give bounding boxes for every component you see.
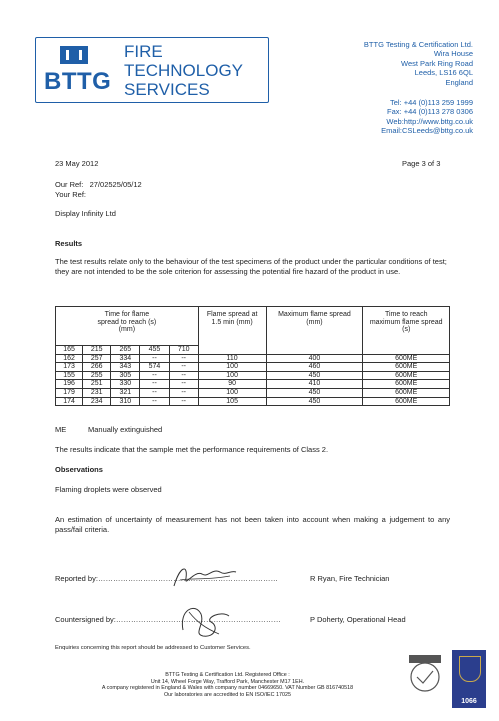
- col-time-header: Time for flame spread to reach (s) (mm): [56, 307, 199, 346]
- table-cell: 600ME: [363, 397, 450, 406]
- table-cell: 321: [111, 388, 140, 397]
- address-line: England: [445, 77, 473, 87]
- contact-email[interactable]: Email:CSLeeds@bttg.co.uk: [381, 126, 473, 136]
- table-cell: 305: [111, 371, 140, 380]
- table-cell: 100: [198, 388, 266, 397]
- table-cell: 231: [83, 388, 111, 397]
- col-reach-header: Time to reach maximum flame spread (s): [363, 307, 450, 355]
- table-header-row: [56, 307, 450, 346]
- signature-doherty: [175, 600, 235, 640]
- table-cell: 343: [111, 363, 140, 372]
- table-cell: --: [140, 354, 169, 363]
- table-row: [56, 354, 450, 363]
- table-cell: 600ME: [363, 388, 450, 397]
- logo-title-line: FIRE: [124, 42, 163, 61]
- table-cell: 310: [111, 397, 140, 406]
- address-line: BTTG Testing & Certification Ltd.: [363, 40, 473, 49]
- accreditation-number: 1066: [461, 698, 477, 705]
- table-cell: 179: [56, 388, 83, 397]
- reported-by-label: Reported by:………………………………………………………………: [55, 574, 278, 583]
- accreditation-crest-icon: [452, 650, 486, 708]
- table-row: [56, 388, 450, 397]
- address-line: Leeds, LS16 6QL: [414, 68, 473, 78]
- footer-line: Our laboratories are accredited to EN ISO/IEC 17025: [163, 691, 292, 698]
- table-cell: --: [140, 371, 169, 380]
- footer-text: [55, 672, 400, 698]
- client-name: Display Infinity Ltd: [55, 209, 116, 218]
- company-logo-box: [35, 37, 269, 103]
- table-cell: --: [169, 354, 198, 363]
- logo-title: [124, 42, 243, 99]
- distance-cell: 265: [111, 346, 140, 355]
- ukas-accreditation-icon: [405, 653, 445, 697]
- me-key: ME: [55, 425, 67, 434]
- address-line: Wira House: [433, 49, 473, 59]
- table-cell: --: [169, 388, 198, 397]
- contact-fax: Fax: +44 (0)113 278 0306: [387, 107, 473, 117]
- logo-flag-icon: [60, 46, 88, 64]
- table-cell: 460: [266, 363, 363, 372]
- footer-line: BTTG Testing & Certification Ltd. Registered Office :: [165, 672, 290, 678]
- contact-phone: Tel: +44 (0)113 259 1999: [389, 98, 473, 107]
- table-cell: 110: [198, 354, 266, 363]
- table-cell: 400: [266, 354, 363, 363]
- page-number: Page 3 of 3: [402, 159, 441, 168]
- footer-line: A company registered in England & Wales with company number 04669650. VAT Number GB 816740518: [101, 685, 354, 692]
- table-cell: 600ME: [363, 380, 450, 389]
- crest-shield-icon: [459, 656, 481, 682]
- table-cell: 234: [83, 397, 111, 406]
- logo-title-line: TECHNOLOGY: [124, 61, 244, 80]
- your-ref: Your Ref:: [55, 190, 86, 199]
- countersigned-label: Countersigned by:…………………………………………………………: [55, 615, 281, 624]
- table-cell: 600ME: [363, 371, 450, 380]
- bttg-logo-mark: [44, 44, 112, 98]
- distance-cell: 215: [83, 346, 111, 355]
- table-cell: 330: [111, 380, 140, 389]
- col-spread-header: Flame spread at 1.5 min (mm): [198, 307, 266, 355]
- distance-cell: 710: [169, 346, 198, 355]
- reported-by-name: R Ryan, Fire Technician: [310, 574, 390, 583]
- table-cell: 600ME: [363, 363, 450, 372]
- results-conclusion: The results indicate that the sample met the performance requirements of Class 2.: [55, 445, 329, 454]
- table-cell: 257: [83, 354, 111, 363]
- logo-word: BTTG: [44, 68, 112, 95]
- results-heading: Results: [55, 239, 83, 248]
- table-row: [56, 371, 450, 380]
- table-cell: --: [140, 388, 169, 397]
- table-cell: 574: [140, 363, 169, 372]
- address-line: West Park Ring Road: [401, 58, 473, 68]
- table-row: [56, 397, 450, 406]
- table-cell: 155: [56, 371, 83, 380]
- col-max-header: Maximum flame spread (mm): [266, 307, 363, 355]
- table-cell: 334: [111, 354, 140, 363]
- table-cell: 251: [83, 380, 111, 389]
- table-cell: 162: [56, 354, 83, 363]
- me-text: Manually extinguished: [88, 425, 163, 434]
- results-table: [55, 306, 450, 406]
- table-cell: --: [169, 371, 198, 380]
- table-row: [56, 363, 450, 372]
- logo-title-line: SERVICES: [124, 80, 210, 99]
- table-cell: 600ME: [363, 354, 450, 363]
- table-row: [56, 380, 450, 389]
- company-address: [364, 40, 473, 87]
- table-cell: 450: [266, 397, 363, 406]
- table-cell: 450: [266, 371, 363, 380]
- observations-heading: Observations: [55, 465, 103, 474]
- enquiries-note: Enquiries concerning this report should be addressed to Customer Services.: [55, 645, 251, 651]
- report-date: 23 May 2012: [55, 159, 99, 168]
- table-cell: --: [169, 380, 198, 389]
- uncertainty-statement: An estimation of uncertainty of measurement has not been taken into account when making a judgement to any pass/fail criteria.: [55, 515, 450, 534]
- table-cell: 105: [198, 397, 266, 406]
- signature-ryan: [170, 560, 240, 590]
- results-intro: The test results relate only to the behaviour of the test specimens of the product under the particular conditions of test; they are not intended to be the sole criterion for assessing the potential fire hazard of the product in use.: [55, 257, 447, 276]
- countersigned-name: P Doherty, Operational Head: [310, 615, 406, 624]
- table-cell: 266: [83, 363, 111, 372]
- table-cell: --: [169, 397, 198, 406]
- table-cell: --: [140, 397, 169, 406]
- table-cell: 100: [198, 363, 266, 372]
- company-contact: [381, 98, 473, 136]
- table-cell: --: [140, 380, 169, 389]
- table-cell: 174: [56, 397, 83, 406]
- table-cell: 410: [266, 380, 363, 389]
- distance-cell: 165: [56, 346, 83, 355]
- observations-text: Flaming droplets were observed: [55, 485, 162, 494]
- contact-web[interactable]: Web:http://www.bttg.co.uk: [386, 116, 473, 126]
- table-cell: --: [169, 363, 198, 372]
- distance-cell: 455: [140, 346, 169, 355]
- table-cell: 196: [56, 380, 83, 389]
- table-cell: 450: [266, 388, 363, 397]
- footer-line: Unit 14, Wheel Forge Way, Trafford Park, Manchester M17 1EH.: [150, 678, 305, 685]
- table-cell: 100: [198, 371, 266, 380]
- table-cell: 255: [83, 371, 111, 380]
- table-cell: 90: [198, 380, 266, 389]
- our-ref: Our Ref: 27/02525/05/12: [55, 180, 142, 189]
- table-cell: 173: [56, 363, 83, 372]
